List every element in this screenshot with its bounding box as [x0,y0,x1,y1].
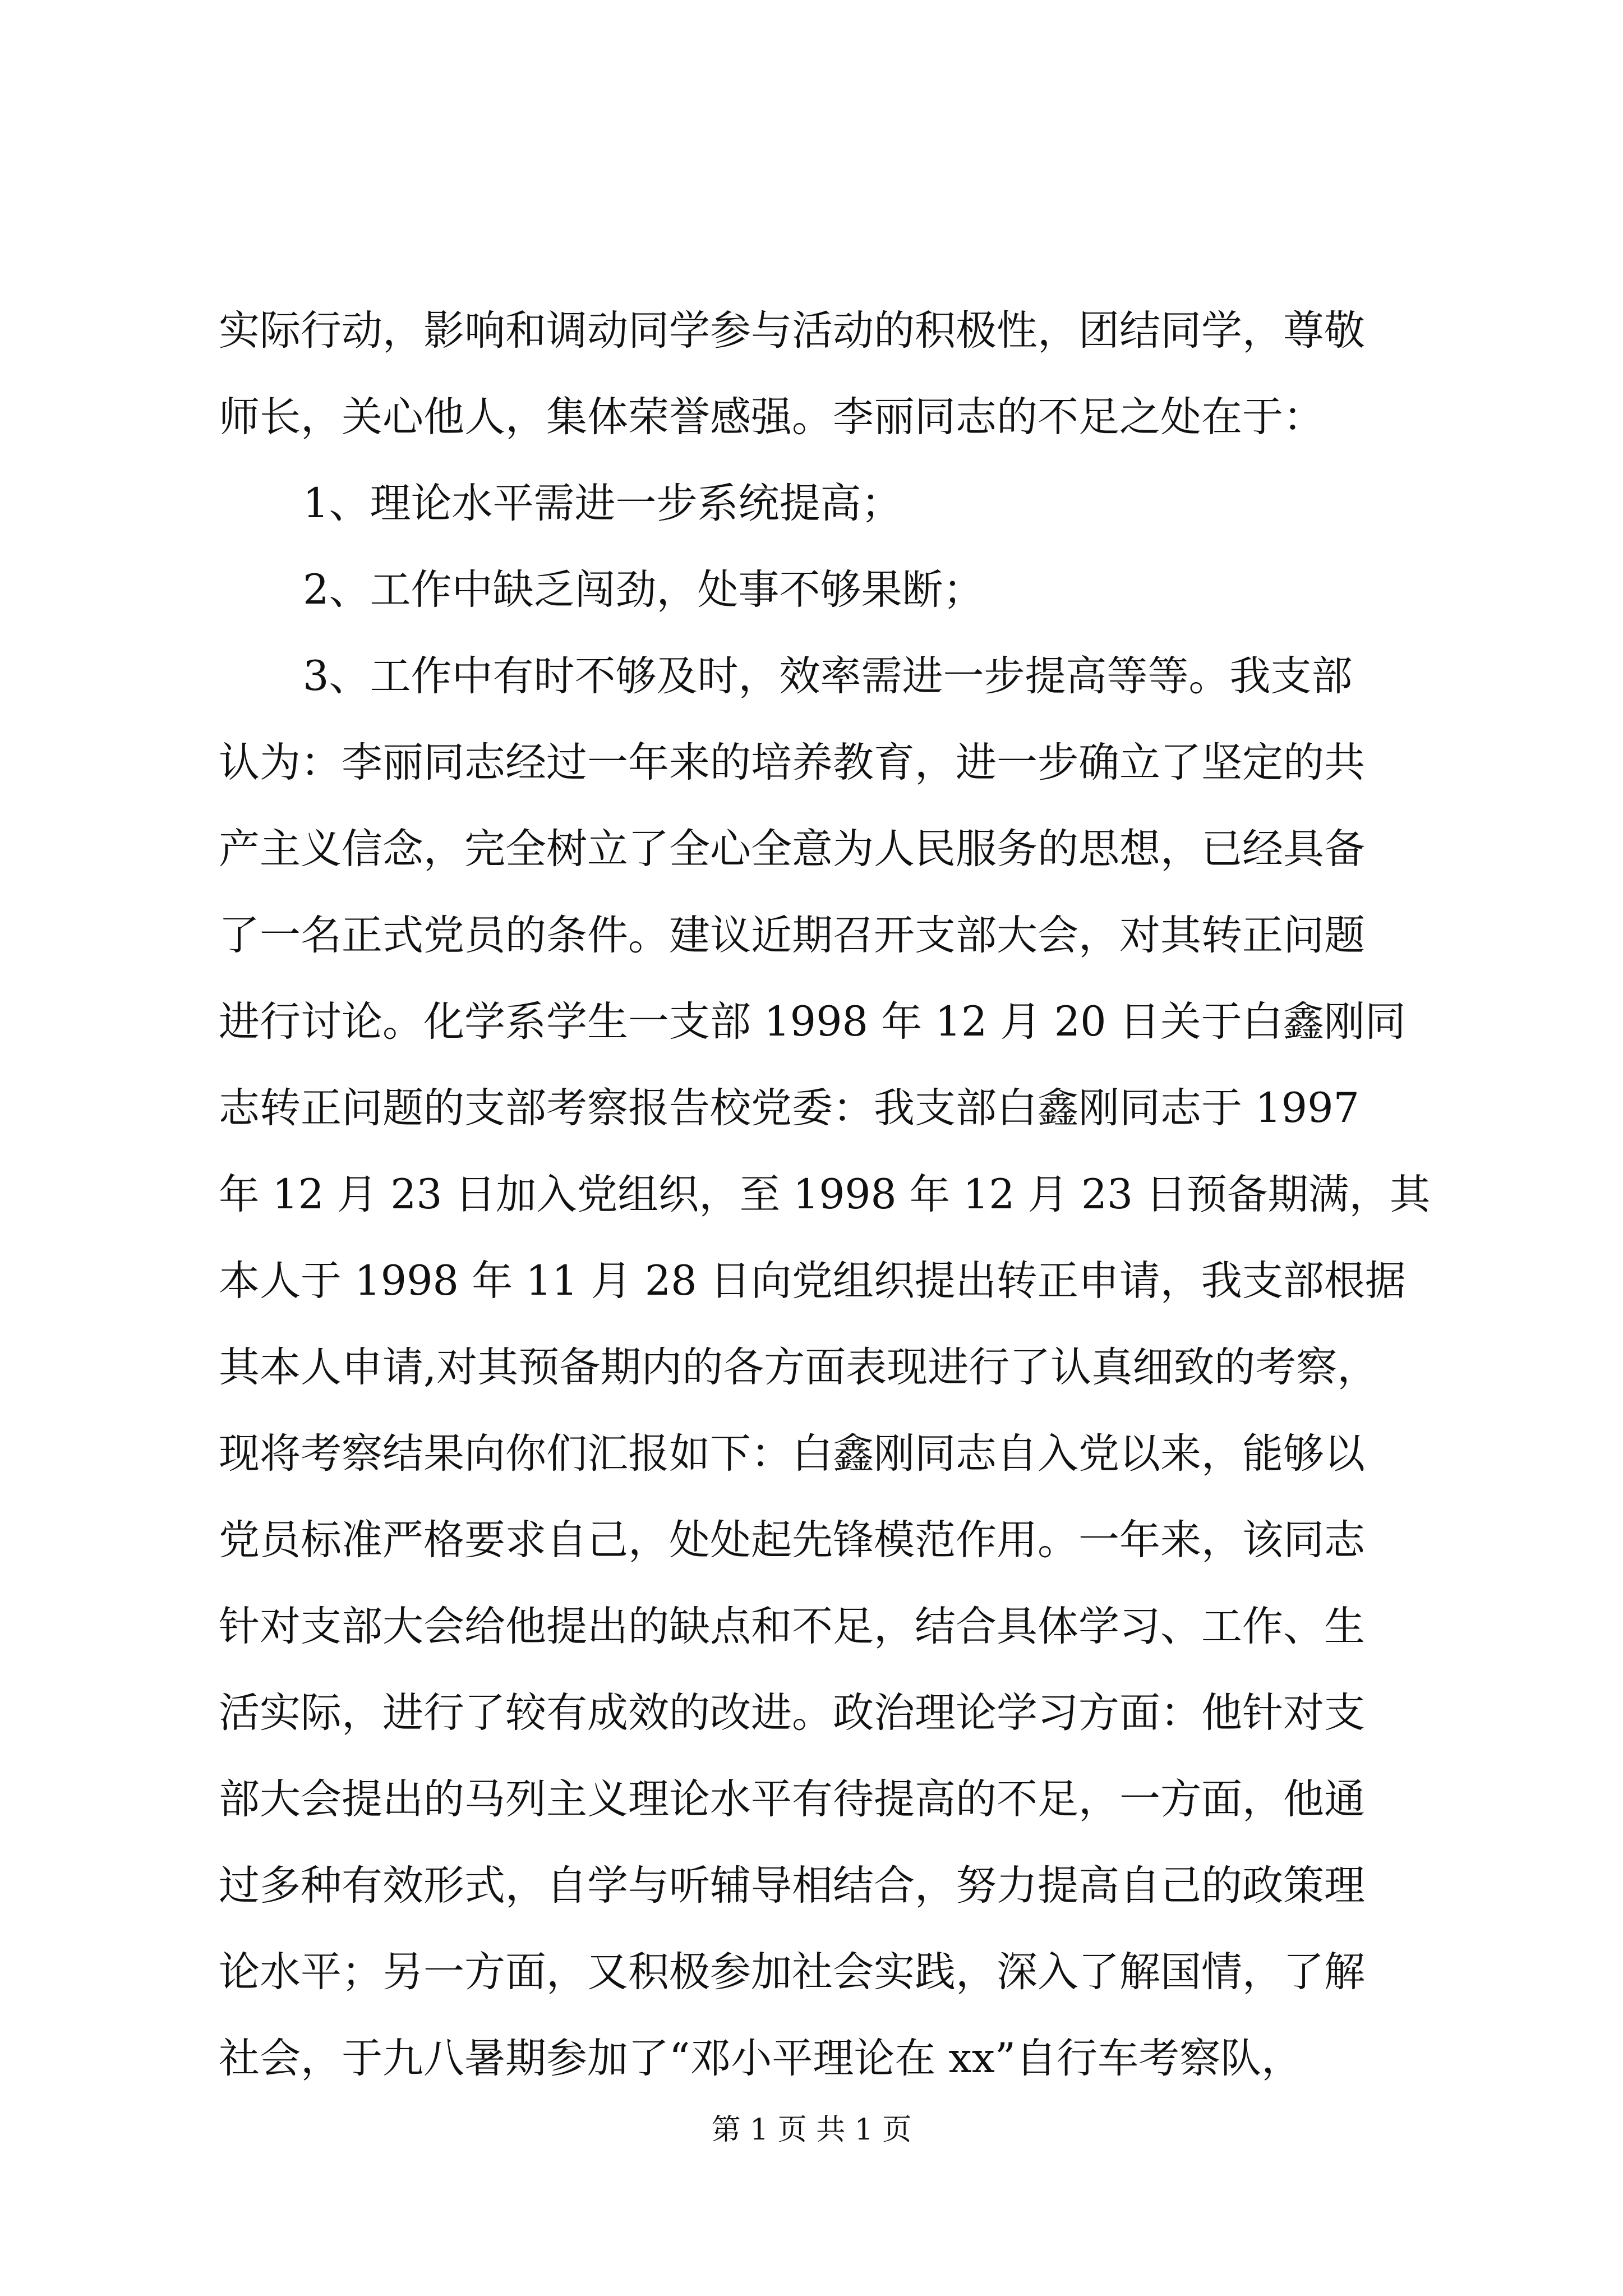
text-line: 论水平；另一方面，又积极参加社会实践，深入了解国情，了解 [219,1948,1365,1996]
list-item: 3、工作中有时不够及时，效率需进一步提高等等。我支部 [303,652,1353,700]
text-line: 部大会提出的马列主义理论水平有待提高的不足，一方面，他通 [219,1775,1365,1823]
text-line: 本人于 1998 年 11 月 28 日向党组织提出转正申请，我支部根据 [219,1257,1406,1305]
list-item: 1、理论水平需进一步系统提高； [303,480,902,527]
text-line: 过多种有效形式，自学与听辅导相结合，努力提高自己的政策理 [219,1862,1365,1910]
page-footer: 第 1 页 共 1 页 [711,2113,912,2147]
text-line: 针对支部大会给他提出的缺点和不足，结合具体学习、工作、生 [219,1603,1365,1650]
text-line: 其本人申请,对其预备期内的各方面表现进行了认真细致的考察， [219,1343,1378,1391]
text-line: 了一名正式党员的条件。建议近期召开支部大会，对其转正问题 [219,912,1365,959]
text-line: 年 12 月 23 日加入党组织，至 1998 年 12 月 23 日预备期满，其 [219,1171,1431,1218]
text-line: 产主义信念，完全树立了全心全意为人民服务的思想，已经具备 [219,825,1365,873]
text-line: 党员标准严格要求自己，处处起先锋模范作用。一年来，该同志 [219,1516,1365,1564]
text-line: 现将考察结果向你们汇报如下：白鑫刚同志自入党以来，能够以 [219,1430,1365,1478]
text-line: 认为：李丽同志经过一年来的培养教育，进一步确立了坚定的共 [219,739,1365,786]
text-line: 师长，关心他人，集体荣誉感强。李丽同志的不足之处在于： [219,393,1324,441]
text-line: 进行讨论。化学系学生一支部 1998 年 12 月 20 日关于白鑫刚同 [219,998,1406,1046]
text-line: 志转正问题的支部考察报告校党委：我支部白鑫刚同志于 1997 [219,1084,1359,1132]
list-item: 2、工作中缺乏闯劲，处事不够果断； [303,566,984,614]
text-line: 实际行动，影响和调动同学参与活动的积极性，团结同学，尊敬 [219,307,1365,355]
text-line: 活实际，进行了较有成效的改进。政治理论学习方面：他针对支 [219,1689,1365,1737]
text-line: 社会，于九八暑期参加了“邓小平理论在 xx”自行车考察队， [219,2035,1303,2082]
